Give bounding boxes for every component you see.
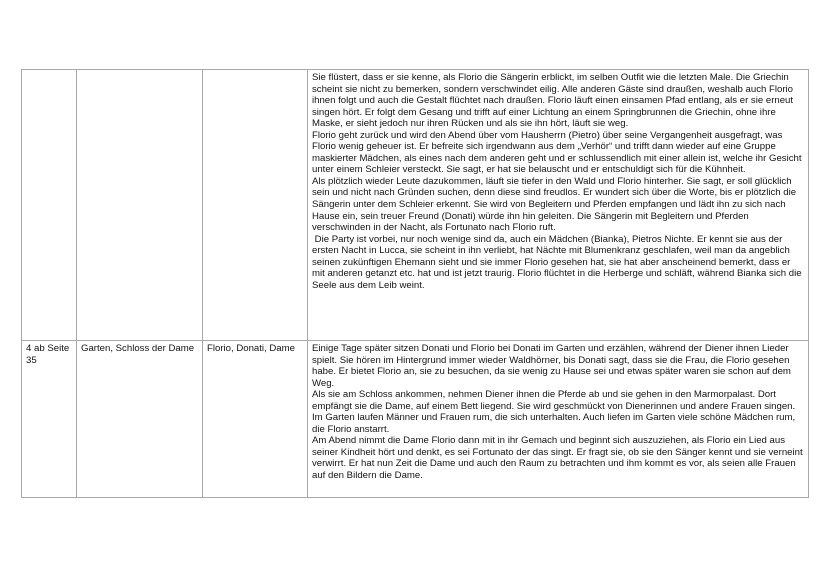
content-cell [308, 70, 809, 341]
characters-cell: Florio, Donati, Dame [203, 341, 308, 498]
content-paragraph: Die Party ist vorbei, nur noch wenige sind da, auch ein Mädchen (Bianka), Pietros Nichte. Er kennt sie aus der ersten Nacht in Lucca, sie scheint in ihn verliebt, hat Nächte mit Blumenkranz geschlafen, weil man da angeblich seinen zukünftigen Ehemann sieht und sie immer Florio gesehen hat, sie hat aber anscheinend bemerkt, dass er mit anderen getanzt etc. hat und ist jetzt traurig. Florio flüchtet in die Herberge und schläft, während Bianka sich die Seele aus dem Leib weint. [312, 233, 805, 291]
characters-cell [203, 70, 308, 341]
table-row [22, 70, 809, 341]
content-paragraph: Als plötzlich wieder Leute dazukommen, läuft sie tiefer in den Wald und Florio hinterher. Sie sagt, er soll glücklich sein und nicht nach Gründen suchen, denn diese sind freudlos. Er wundert sich über die Worte, bis er plötzlich die Sängerin unter dem Schleier erkennt. Sie wird von Begleitern und Pferden empfangen und lädt ihn zu sich nach Hause ein, sein treuer Freund (Donati) würde ihn hin geleiten. Die Sängerin mit Begleitern und Pferden verschwinden in der Nacht, als Fortunato nach Florio ruft. [312, 175, 797, 234]
content-paragraph: Am Abend nimmt die Dame Florio dann mit in ihr Gemach und beginnt sich auszuziehen, als Florio ein Lied aus seiner Kindheit hört und denkt, es sei Fortunato der das singt. Er fragt sie, ob sie den Sänger kennt und sie verneint verwirrt. Er hat nun Zeit die Dame und auch den Raum zu betrachten und ihm kommt es vor, als seien alle Frauen auf den Bildern die Dame. [312, 435, 803, 482]
chapter-cell: 4 ab Seite 35 [22, 341, 77, 498]
location-cell [77, 70, 203, 341]
content-paragraph: Florio geht zurück und wird den Abend über vom Hausherrn (Pietro) über seine Vergangenheit ausgefragt, was Florio wenig geheuer ist. Er befreite sich irgendwann aus dem „Verhör“ und trifft dann wieder auf eine Gruppe maskierter Mädchen, als eines nach dem anderen geht und er schlussendlich mit einer allein ist, welche ihr Gesicht unter einem Schleier versteckt. Sie sagt, er hat sie belauscht und er entschuldigt sich für die Kühnheit. [312, 129, 802, 176]
content-paragraph: Einige Tage später sitzen Donati und Florio bei Donati im Garten und erzählen, während der Diener ihnen Lieder spielt. Sie hören im Hintergrund immer wieder Waldhörner, bis Donati sagt, dass sie die Frau, die Florio gesehen habe. Er bietet Florio an, sie zu besuchen, da sie wenig zu Hause sei und etwas später waren sie schon auf dem Weg. [312, 343, 791, 389]
chapter-summary-table [21, 69, 809, 498]
content-paragraph: Als sie am Schloss ankommen, nehmen Diener ihnen die Pferde ab und sie gehen in den Marmorpalast. Dort empfängt sie die Dame, auf einem Bett liegend. Sie wird geschmückt von Dienerinnen und andere Frauen singen. Im Garten laufen Männer und Frauen rum, die sich unterhalten. Auch liefen im Garten viele schöne Mädchen rum, die Florio anstarrt. [312, 389, 796, 435]
content-paragraph: Sie flüstert, dass er sie kenne, als Florio die Sängerin erblickt, im selben Outfit wie die letzten Male. Die Griechin scheint sie nicht zu bemerken, sondern verschwindet eilig. Alle anderen Gäste sind draußen, weshalb auch Florio ihnen folgt und auch die Gestalt flüchtet nach draußen. Florio läuft einen einsamen Pfad entlang, als er sie erneut singen hört. Er folgt dem Gesang und trifft auf einer Lichtung an einem Springbrunnen die Griechin, ohne ihre Maske, er sieht jedoch nur ihren Rücken und als sie ihn hört, läuft sie weg. [312, 72, 794, 130]
table-row [22, 341, 809, 498]
chapter-cell [22, 70, 77, 341]
content-cell [308, 341, 809, 498]
location-cell: Garten, Schloss der Dame [77, 341, 203, 498]
